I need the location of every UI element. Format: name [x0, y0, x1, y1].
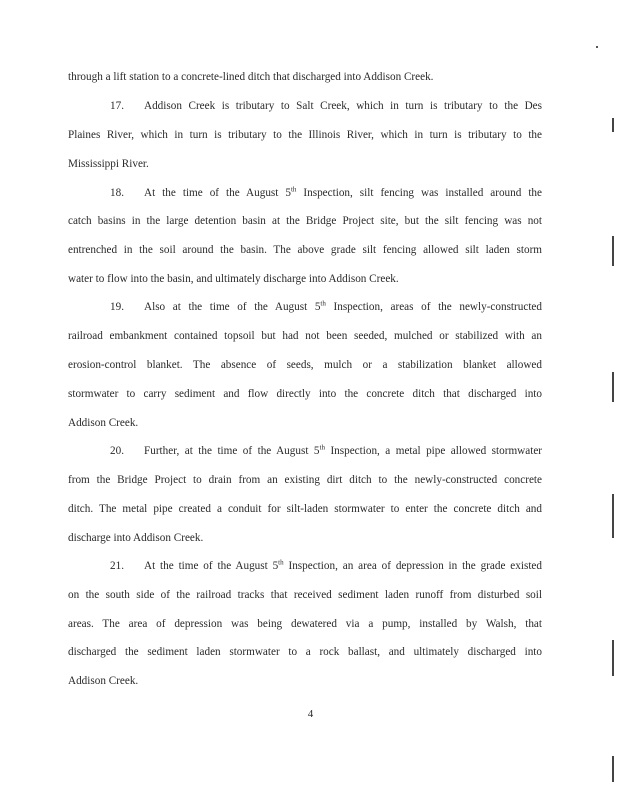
revision-bar: [612, 756, 614, 782]
text-line: Mississippi River.: [68, 158, 149, 170]
superscript: th: [320, 299, 326, 308]
text-line: entrenched in the soil around the basin. The above grade silt fencing allowed silt laden storm: [68, 244, 542, 256]
revision-bar: [612, 372, 614, 402]
paragraph-number: 21.: [110, 560, 124, 572]
text-fragment: Also at the time of the August 5: [144, 301, 321, 313]
superscript: th: [290, 185, 297, 194]
superscript: th: [319, 443, 325, 452]
text-fragment: Inspection, a metal pipe allowed stormwater: [330, 445, 543, 457]
revision-bar: [612, 236, 614, 266]
page-number: 4: [307, 708, 314, 720]
scan-speck: [596, 46, 598, 48]
text-line: ditch. The metal pipe created a conduit for silt-laden stormwater to enter the concrete ditch and: [68, 503, 542, 515]
paragraph-number: 17.: [110, 100, 124, 112]
text-line: through a lift station to a concrete-lined ditch that discharged into Addison Creek.: [68, 71, 434, 83]
paragraph-number: 19.: [110, 301, 124, 313]
text-fragment: Inspection, areas of the newly-constructed: [333, 301, 542, 313]
text-line: discharged the sediment laden stormwater to a rock ballast, and ultimately discharged into: [68, 646, 542, 658]
text-line: Addison Creek is tributary to Salt Creek, which in turn is tributary to the Des: [144, 100, 542, 112]
revision-bar: [612, 118, 614, 132]
text-line: [144, 559, 542, 573]
text-line: [144, 444, 542, 458]
text-line: Addison Creek.: [68, 675, 139, 687]
text-fragment: Inspection, an area of depression in the grade existed: [288, 560, 542, 572]
paragraph-number: 20.: [110, 445, 124, 457]
revision-bar: [612, 494, 614, 538]
text-line: Plaines River, which in turn is tributary to the Illinois River, which in turn is tributary to the: [68, 129, 542, 141]
text-fragment: At the time of the August 5: [144, 560, 279, 572]
text-line: water to flow into the basin, and ultimately discharge into Addison Creek.: [68, 273, 399, 285]
text-line: [144, 186, 542, 200]
revision-bar: [612, 640, 614, 676]
text-line: erosion-control blanket. The absence of seeds, mulch or a stabilization blanket allowed: [68, 359, 542, 371]
text-line: areas. The area of depression was being dewatered via a pump, installed by Walsh, that: [68, 618, 542, 630]
text-line: discharge into Addison Creek.: [68, 532, 204, 544]
superscript: th: [278, 558, 284, 567]
text-line: on the south side of the railroad tracks that received sediment laden runoff from disturbed soil: [68, 589, 542, 601]
text-line: from the Bridge Project to drain from an existing dirt ditch to the newly-constructed concrete: [68, 474, 542, 486]
text-line: Addison Creek.: [68, 417, 139, 429]
paragraph-number: 18.: [110, 187, 124, 199]
text-line: railroad embankment contained topsoil but had not been seeded, mulched or stabilized with an: [68, 330, 542, 342]
text-fragment: Further, at the time of the August 5: [144, 445, 320, 457]
text-line: catch basins in the large detention basin at the Bridge Project site, but the silt fencing was not: [68, 215, 542, 227]
text-line: [144, 300, 542, 314]
text-fragment: Inspection, silt fencing was installed around the: [303, 187, 542, 199]
text-line: stormwater to carry sediment and flow directly into the concrete ditch that discharged into: [68, 388, 542, 400]
text-fragment: At the time of the August 5: [144, 187, 291, 199]
